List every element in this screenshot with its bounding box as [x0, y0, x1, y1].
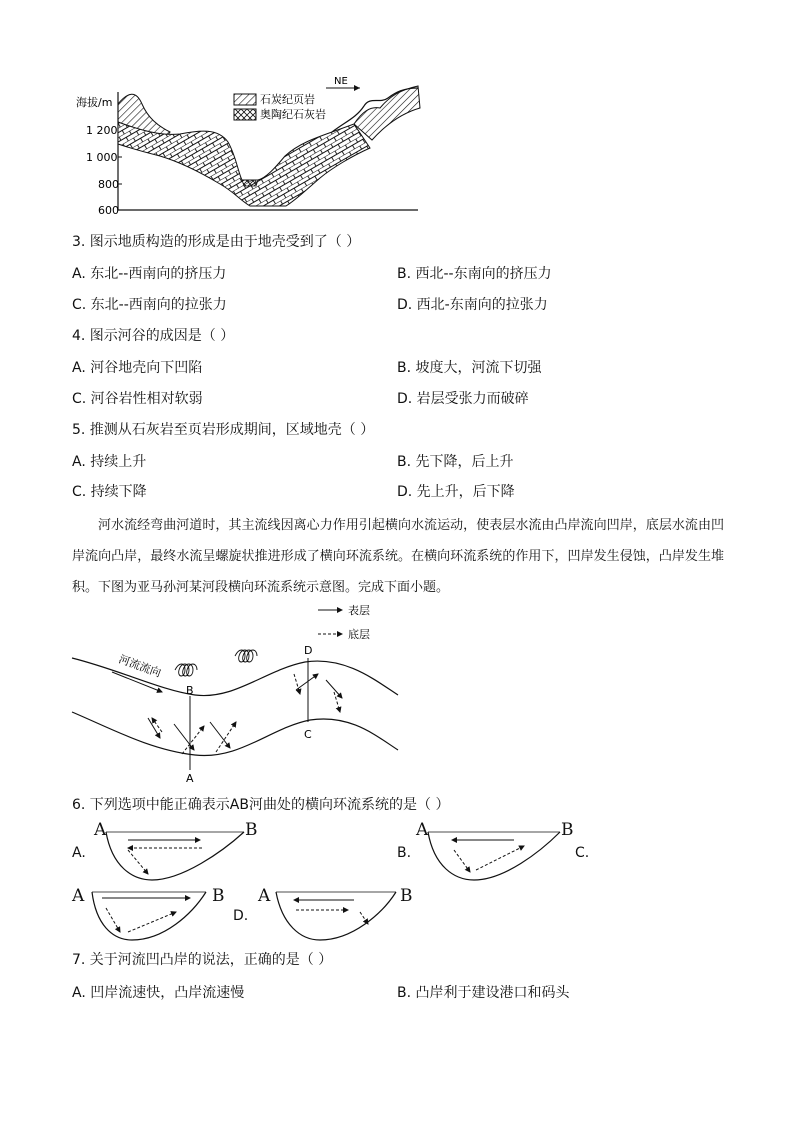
- river-channel: [242, 180, 258, 186]
- q6-diagram-d-endpoint-b: B: [400, 886, 413, 906]
- legend-limestone-swatch: [234, 109, 256, 120]
- q6-diagram-a-endpoint-b: B: [245, 820, 258, 840]
- q7-option-a[interactable]: A. 凹岸流速快，凸岸流速慢: [72, 985, 245, 1001]
- legend-surface-label: 表层: [348, 604, 370, 617]
- point-a-label: A: [186, 772, 194, 785]
- q5-option-a[interactable]: A. 持续上升: [72, 454, 147, 470]
- direction-label: NE: [334, 76, 348, 87]
- q6-diagram-c-svg: [72, 884, 222, 946]
- bottom-arrow: [182, 726, 204, 754]
- passage-text: 河水流经弯曲河道时，其主流线因离心力作用引起横向水流运动，使表层水流由凸岸流向凹岸，底层水流由凹岸流向凸岸，最终水流呈螺旋状推进形成了横向环流系统。在横向环流系统的作用下，凹岸发生侵蚀，凸岸发生堆积。下图为亚马孙河某河段横向环流系统示意图。完成下面小题。: [72, 518, 724, 595]
- q3-option-a[interactable]: A. 东北--西南向的挤压力: [72, 266, 227, 282]
- q6-diagram-a-endpoint-a: A: [94, 820, 107, 840]
- reading-passage: [72, 510, 724, 603]
- q4-stem: 4. 图示河谷的成因是（ ）: [72, 328, 235, 344]
- q6-option-d-label: D.: [233, 908, 249, 924]
- bottom-arrow: [128, 850, 148, 874]
- q6-diagram-c: [72, 884, 222, 950]
- q6-option-b[interactable]: [397, 842, 411, 863]
- q4-option-b[interactable]: B. 坡度大，河流下切强: [397, 360, 542, 376]
- channel-profile: [276, 892, 396, 940]
- q3-option-b[interactable]: B. 西北--东南向的挤压力: [397, 266, 552, 282]
- q6-diagram-a-svg: [92, 822, 267, 884]
- q7-stem: 7. 关于河流凹凸岸的说法，正确的是（ ）: [72, 952, 333, 968]
- q5-option-d[interactable]: D. 先上升，后下降: [397, 484, 515, 500]
- point-c-label: C: [304, 728, 312, 741]
- tick-1000: 1 000: [86, 151, 118, 164]
- q6-option-a[interactable]: [72, 842, 86, 863]
- q3-stem: 3. 图示地质构造的形成是由于地壳受到了（ ）: [72, 234, 361, 250]
- q6-diagram-a: [92, 822, 267, 888]
- legend-bottom-label: 底层: [348, 628, 370, 641]
- legend-limestone-label: 奥陶纪石灰岩: [260, 108, 326, 121]
- q6-diagram-d-svg: [256, 884, 416, 946]
- surface-arrow: [326, 680, 342, 698]
- arrow-right-icon: [354, 85, 360, 91]
- tick-800: 800: [98, 178, 119, 191]
- y-axis-label: 海拔/m: [76, 96, 113, 109]
- point-b-label: B: [186, 684, 194, 697]
- spiral-flow-1: [175, 664, 197, 676]
- bottom-arrow: [360, 912, 368, 924]
- surface-arrow: [148, 718, 160, 738]
- q3-option-c[interactable]: C. 东北--西南向的拉张力: [72, 297, 227, 313]
- bottom-arrow: [152, 718, 162, 732]
- bottom-arrow: [106, 908, 120, 932]
- q7-option-b[interactable]: B. 凸岸利于建设港口和码头: [397, 985, 570, 1001]
- channel-profile: [106, 832, 244, 880]
- bottom-arrow: [216, 722, 236, 752]
- q5-option-b[interactable]: B. 先下降，后上升: [397, 454, 514, 470]
- spiral-flow-2: [235, 650, 257, 662]
- legend-shale-label: 石炭纪页岩: [260, 93, 315, 106]
- geology-cross-section-svg: [70, 76, 440, 222]
- q6-option-b-label: B.: [397, 845, 412, 861]
- river-bank-lower: [72, 712, 398, 756]
- river-meander-figure: [70, 600, 400, 785]
- legend-shale-swatch: [234, 94, 256, 105]
- q6-option-c[interactable]: [575, 842, 589, 863]
- geology-cross-section-figure: [70, 76, 440, 222]
- channel-profile: [92, 892, 206, 940]
- bottom-arrow: [454, 850, 470, 872]
- q6-stem: 6. 下列选项中能正确表示AB河曲处的横向环流系统的是（ ）: [72, 797, 450, 813]
- limestone-layer: [118, 122, 370, 206]
- q6-diagram-c-endpoint-b: B: [212, 886, 225, 906]
- q6-diagram-b-endpoint-a: A: [416, 820, 429, 840]
- q6-diagram-d-endpoint-a: A: [258, 886, 271, 906]
- q6-diagram-b: [414, 822, 574, 888]
- tick-600: 600: [98, 204, 119, 217]
- q6-option-d[interactable]: [233, 905, 248, 926]
- surface-arrow: [296, 674, 318, 690]
- q6-diagram-b-svg: [414, 822, 574, 884]
- q5-option-c[interactable]: C. 持续下降: [72, 484, 147, 500]
- flow-direction-label: 河流流向: [116, 652, 163, 680]
- tick-1200: 1 200: [86, 124, 118, 137]
- q5-stem: 5. 推测从石灰岩至页岩形成期间，区域地壳（ ）: [72, 422, 375, 438]
- point-d-label: D: [304, 644, 313, 657]
- q4-option-d[interactable]: D. 岩层受张力而破碎: [397, 391, 529, 407]
- q6-diagram-c-endpoint-a: A: [72, 886, 85, 906]
- q6-option-c-label: C.: [575, 845, 590, 861]
- surface-arrow: [174, 724, 194, 750]
- channel-profile: [428, 832, 560, 880]
- q4-option-a[interactable]: A. 河谷地壳向下凹陷: [72, 360, 203, 376]
- river-meander-svg: [70, 600, 400, 785]
- q6-diagram-d: [256, 884, 416, 950]
- q4-option-c[interactable]: C. 河谷岩性相对软弱: [72, 391, 203, 407]
- q6-diagram-b-endpoint-b: B: [561, 820, 574, 840]
- q6-option-a-label: A.: [72, 845, 86, 861]
- bottom-arrow: [294, 674, 300, 694]
- shale-layer-right: [354, 86, 420, 140]
- q3-option-d[interactable]: D. 西北-东南向的拉张力: [397, 297, 548, 313]
